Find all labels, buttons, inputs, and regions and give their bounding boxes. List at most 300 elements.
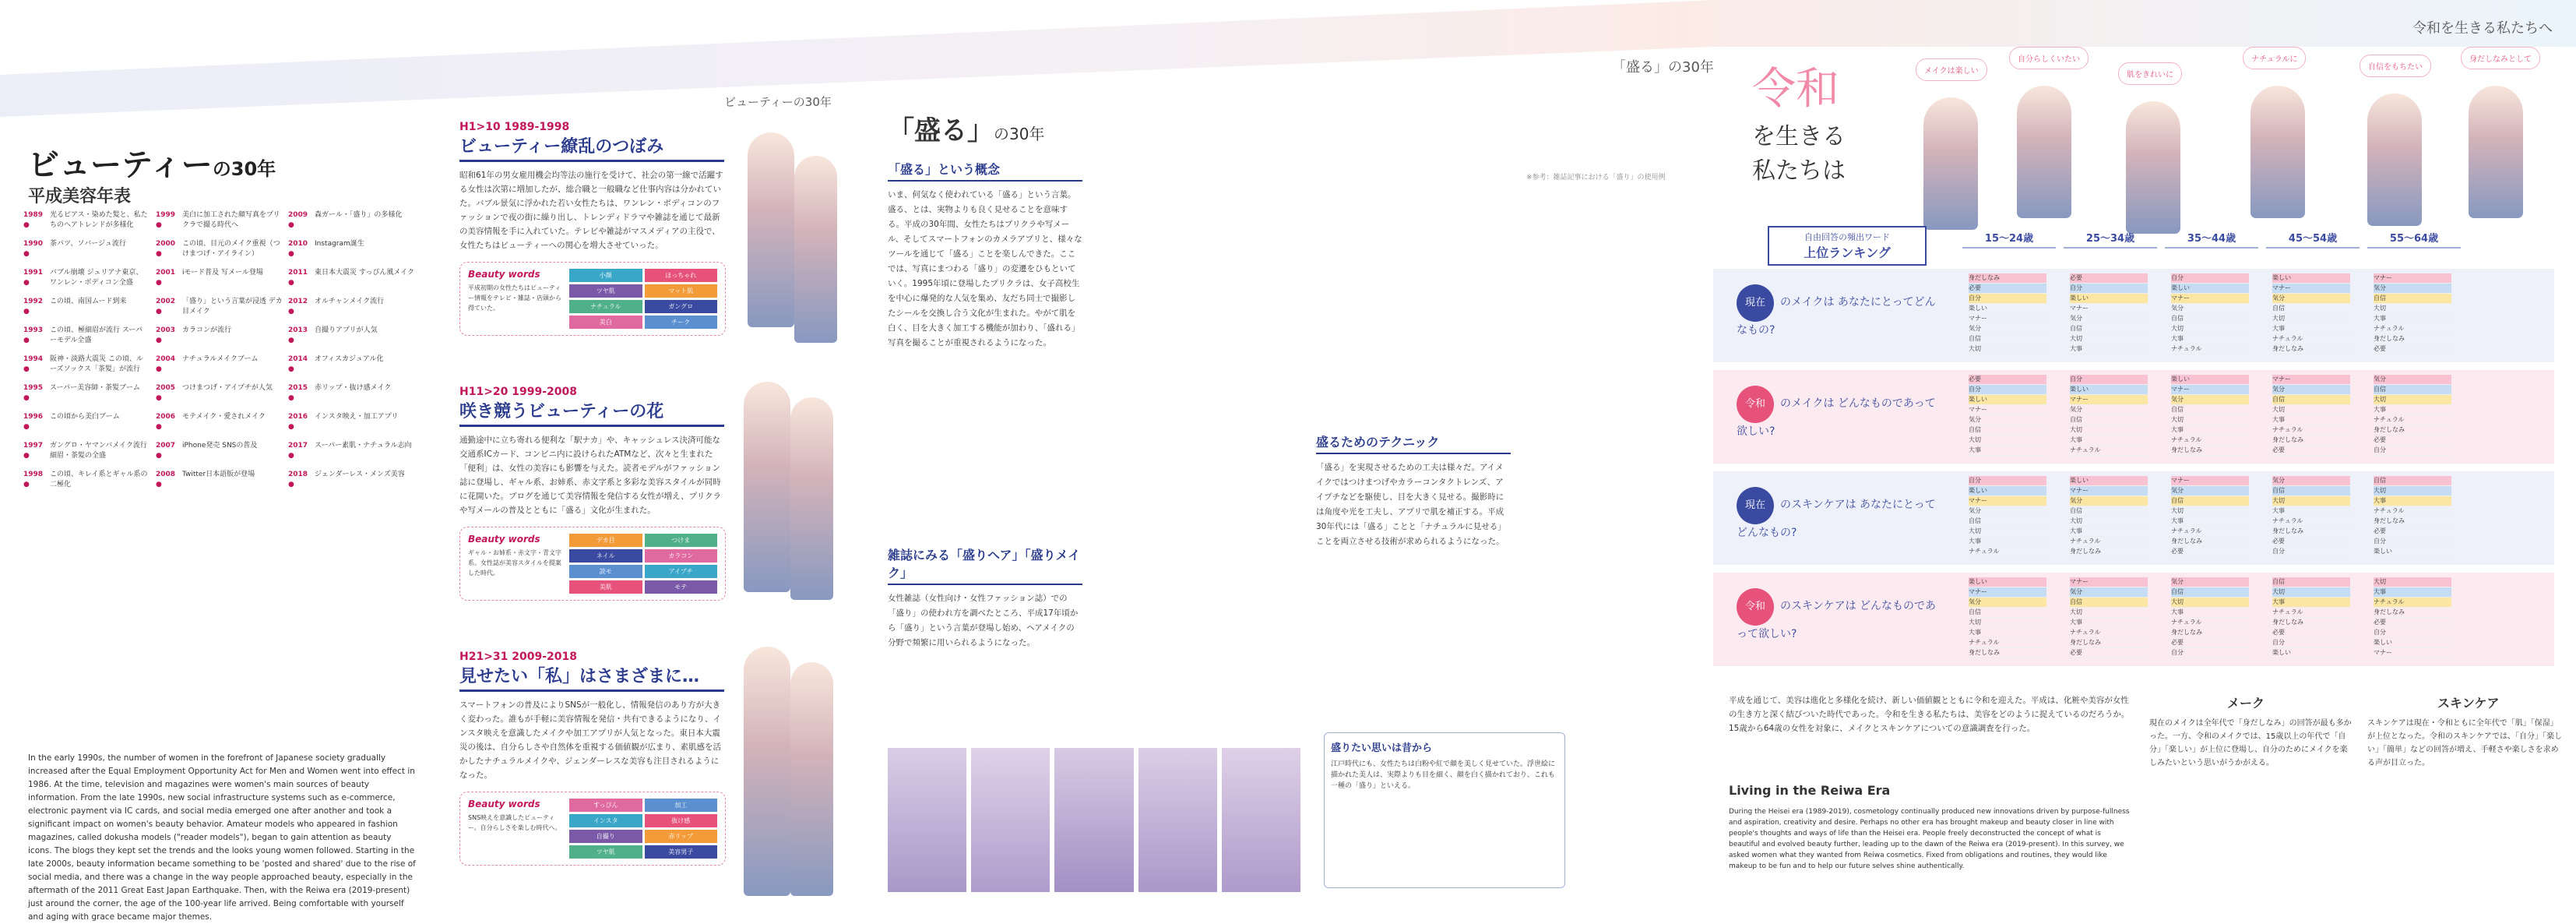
timeline-text: スーパー素肌・ナチュラル志向 xyxy=(315,442,412,450)
ranking-word: 自分 xyxy=(1969,476,2046,486)
era-body: 通勤途中に立ち寄れる便利な「駅ナカ」や、キャッシュレス決済可能な交通系ICカード、コンビニ内に設けられたATMなど、次々と生まれた「便利」は、女性の美容にも影響を与えた。読者モデルがファッション誌に登場し、ギャル系、お姉系、赤文字系と多彩な美容スタイルが同時に花開いた。ブログを通じて美容情報を発信する女性が増え、プリクラや写メールの普及とともに「盛る」文化が生まれた。 xyxy=(459,436,721,515)
beauty-word: デカ目 xyxy=(569,534,642,547)
ranking-word: 大切 xyxy=(2272,314,2350,324)
beauty-word: 美容男子 xyxy=(645,845,718,859)
era-number: H1>10 1989-1998 xyxy=(459,121,570,133)
ranking-word: 大事 xyxy=(2272,415,2350,425)
timeline-text: ナチュラルメイクブーム xyxy=(182,355,259,363)
timeline-row xyxy=(288,383,421,404)
beauty-words-left xyxy=(468,534,561,594)
ranking-word: 大切 xyxy=(2374,395,2451,405)
timeline-year: 2010 ● xyxy=(288,240,308,258)
ranking-word: 必要 xyxy=(2272,446,2350,456)
beauty-word: カラコン xyxy=(645,549,718,563)
timeline-year: 1993 ● xyxy=(23,326,44,344)
ranking-word: 楽しい xyxy=(1969,304,2046,314)
question-prefix: 現在 xyxy=(1737,487,1774,524)
photo-5 xyxy=(1222,748,1300,892)
beauty-words-title: Beauty words xyxy=(468,534,540,545)
ranking-word: 大切 xyxy=(2171,598,2249,608)
timeline-text: 茶パツ、ソバージュ流行 xyxy=(50,240,126,248)
timeline-year: 2008 ● xyxy=(156,471,176,488)
ranking-word: 気分 xyxy=(2070,496,2148,506)
ranking-cell xyxy=(2272,273,2350,354)
timeline-row xyxy=(23,239,148,259)
era-section xyxy=(459,121,724,378)
ranking-word: ナチュラル xyxy=(1969,638,2046,648)
ranking-word: 身だしなみ xyxy=(2272,436,2350,446)
timeline-row xyxy=(288,354,421,375)
ranking-word: 大事 xyxy=(2374,587,2451,598)
beauty-word: すっぴん xyxy=(569,799,642,812)
ranking-word: 自信 xyxy=(2070,598,2148,608)
timeline-column xyxy=(0,0,436,922)
question-label xyxy=(1737,588,1939,641)
ranking-word: マナー xyxy=(2272,284,2350,294)
ranking-word: マナー xyxy=(2171,294,2249,304)
timeline-text: バブル崩壊 ジュリアナ東京、ワンレン・ボディコン全盛 xyxy=(50,269,143,287)
timeline-year: 2005 ● xyxy=(156,384,176,402)
timeline-row xyxy=(288,239,421,259)
ranking-cell xyxy=(2070,476,2148,557)
ranking-word: 必要 xyxy=(2272,537,2350,547)
beauty-word: ほっちゃれ xyxy=(645,269,718,282)
ranking-word: 身だしなみ xyxy=(2272,527,2350,537)
timeline-year: 2016 ● xyxy=(288,413,308,431)
timeline-row xyxy=(288,412,421,432)
ranking-word: 大事 xyxy=(2070,618,2148,628)
ranking-word: 自分 xyxy=(2374,446,2451,456)
ranking-word: 大切 xyxy=(2171,506,2249,517)
timeline-text: ジェンダーレス・メンズ美容 xyxy=(315,471,405,478)
ranking-cell xyxy=(2070,577,2148,658)
beauty-word: ツヤ肌 xyxy=(569,845,642,859)
era-body: 昭和61年の男女雇用機会均等法の施行を受けて、社会の第一線で活躍する女性は次第に増加したが、総合職と一般職など仕事内容は分かれていた。バブル景気に浮かれた若い女性たちは、ワンレン・ボディコンのファッションで夜の街に繰り出し、トレンディドラマや雑誌を通じて最新の美容情報を手に入れていた。テレビや雑誌がマスメディアの主役で、女性たちはビューティーへの関心を増大させていった。 xyxy=(459,171,723,250)
ranking-word: 大切 xyxy=(2374,304,2451,314)
ranking-word: マナー xyxy=(1969,405,2046,415)
illustration-girl-6 xyxy=(790,662,833,896)
ranking-word: 大切 xyxy=(2272,496,2350,506)
ranking-word: 自分 xyxy=(2070,284,2148,294)
timeline-year: 2013 ● xyxy=(288,326,308,344)
question-label xyxy=(1737,386,1939,439)
photo-2 xyxy=(971,748,1050,892)
ranking-word: 大切 xyxy=(2272,405,2350,415)
ranking-word: 身だしなみ xyxy=(2272,618,2350,628)
ranking-word: 必要 xyxy=(1969,375,2046,385)
ranking-cell xyxy=(2272,476,2350,557)
timeline-title xyxy=(28,140,276,185)
ranking-cell xyxy=(2374,273,2451,354)
ranking-word: 大事 xyxy=(1969,446,2046,456)
illustration-girl-5 xyxy=(744,647,790,896)
timeline-text: iモード普及 写メール登場 xyxy=(182,269,263,277)
illustration-girl-2 xyxy=(794,156,837,343)
moru-column xyxy=(857,0,1713,911)
beauty-words-text: SNS映えを意識したビューティー。自分らしさを楽しむ時代へ。 xyxy=(468,814,561,831)
ranking-word: 大事 xyxy=(1969,628,2046,638)
timeline-row xyxy=(23,210,148,231)
ranking-word: 自分 xyxy=(2272,547,2350,557)
beauty-word: アイプチ xyxy=(645,565,718,578)
speech-bubble: 身だしなみとして xyxy=(2461,47,2540,69)
beauty-word: 自撮り xyxy=(569,830,642,843)
beauty-words-grid xyxy=(569,534,717,594)
speech-bubble: 自信をもちたい xyxy=(2360,55,2431,77)
timeline-row xyxy=(156,326,284,346)
timeline-row xyxy=(23,297,148,317)
ranking-word: ナチュラル xyxy=(2374,598,2451,608)
beauty-word: インスタ xyxy=(569,814,642,827)
ranking-word: 身だしなみ xyxy=(2070,638,2148,648)
ranking-word: 大切 xyxy=(2070,334,2148,344)
ranking-word: 気分 xyxy=(2171,395,2249,405)
timeline-text: この頃、キレイ系とギャル系の二極化 xyxy=(50,471,148,488)
age-group-header: 25〜34歳 xyxy=(2064,230,2157,249)
timeline-text: インスタ映え・加工アプリ xyxy=(315,413,399,421)
beauty-word: 美白 xyxy=(569,316,642,329)
ranking-word: マナー xyxy=(2171,476,2249,486)
ranking-word: 大事 xyxy=(2272,506,2350,517)
timeline-title-main: ビューティー xyxy=(28,147,213,183)
ranking-word: 身だしなみ xyxy=(2171,537,2249,547)
ranking-word: 自信 xyxy=(1969,608,2046,618)
beauty-word: ツヤ肌 xyxy=(569,284,642,298)
timeline-year: 2000 ● xyxy=(156,240,176,258)
age-group-header: 15〜24歳 xyxy=(1962,230,2056,249)
ranking-word: 大事 xyxy=(2171,608,2249,618)
ranking-word: 大事 xyxy=(2171,517,2249,527)
illustration-reiwa-woman xyxy=(2250,86,2305,218)
era-section xyxy=(459,651,724,908)
timeline-text: 阪神・淡路大震災 この頃、ルーズソックス「茶髪」が流行 xyxy=(50,355,143,373)
timeline-text: 美白に加工された顔写真をプリクラで撮る時代へ xyxy=(182,211,280,229)
ranking-word: 気分 xyxy=(2171,577,2249,587)
ranking-cell xyxy=(2272,375,2350,456)
timeline-text: この頃、南国ムード到来 xyxy=(50,298,127,305)
era-title: 見せたい「私」はさまざまに… xyxy=(459,663,724,692)
ranking-word: ナチュラル xyxy=(2272,334,2350,344)
ranking-word: 大事 xyxy=(2374,314,2451,324)
ranking-word: 必要 xyxy=(2374,618,2451,628)
ranking-word: ナチュラル xyxy=(1969,547,2046,557)
question-prefix: 現在 xyxy=(1737,284,1774,322)
ranking-word: 気分 xyxy=(1969,598,2046,608)
moru-sec1-body: いま、何気なく使われている「盛る」という言葉。盛る、とは、実物よりも良く見せることを意味する。平成の30年間、女性たちはプリクラや写メール、そしてスマートフォンのカメラアプリと、様々なツールを通じて「盛る」ことを楽しんできた。ここでは、写真にまつわる「盛り」の変遷をひもといていく。1995年頃に登場したプリクラは、女子高校生を中心に爆発的な人気を集め、友だち同士で撮影したシールを交換し合う文化が生まれた。やがて肌を白く、目を大きく加工する機能が加わり、「盛れる」写真を撮ることが重視されるようになった。 xyxy=(888,190,1082,347)
beauty-words-box xyxy=(459,792,726,866)
timeline-subtitle: 平成美容年表 xyxy=(28,187,132,206)
era-body: スマートフォンの普及によりSNSが一般化し、情報発信のあり方が大きく変わった。誰もが手軽に美容情報を発信・共有できるようになり、インスタ映えを意識したメイクや加工アプリが人気となった。東日本大震災の後は、自分らしさや自然体を重視する価値観が広まり、素肌感を活かしたナチュラルメイクや、ジェンダーレスな美容も注目されるようになった。 xyxy=(459,700,721,780)
timeline-year: 2011 ● xyxy=(288,269,308,287)
timeline-text: ガングロ・ヤマンバメイク流行 細眉・茶髪の全盛 xyxy=(50,442,147,460)
era-title: ビューティー繚乱のつぼみ xyxy=(459,133,724,162)
ranking-word: マナー xyxy=(1969,496,2046,506)
timeline-text: 光るピアス・染めた髪と、私たちのヘアトレンドが多様化 xyxy=(50,211,148,229)
ranking-word: 気分 xyxy=(2374,375,2451,385)
era-number: H21>31 2009-2018 xyxy=(459,651,578,663)
ranking-word: 必要 xyxy=(2272,628,2350,638)
ranking-word: 楽しい xyxy=(1969,486,2046,496)
ranking-word: 大切 xyxy=(2070,517,2148,527)
beauty-word: 美肌 xyxy=(569,580,642,594)
ranking-word: 自信 xyxy=(2171,314,2249,324)
beauty-words-box xyxy=(459,527,726,601)
ranking-word: 大事 xyxy=(2171,334,2249,344)
beauty-words-grid xyxy=(569,269,717,329)
moru30-label: 「盛る」の30年 xyxy=(1612,59,1714,76)
ranking-cell xyxy=(2171,273,2249,354)
beauty-words-text: 平成初期の女性たちはビューティー情報をテレビ・雑誌・店頭から得ていた。 xyxy=(468,284,561,312)
ranking-cell xyxy=(2171,476,2249,557)
ranking-word: ナチュラル xyxy=(2070,537,2148,547)
ranking-word: 必要 xyxy=(1969,284,2046,294)
reiwa-title xyxy=(1752,55,1846,185)
illustration-reiwa-woman xyxy=(2126,101,2180,234)
timeline-title-suffix: の30年 xyxy=(212,158,276,180)
ranking-word: 自信 xyxy=(2070,415,2148,425)
timeline-text: カラコンが流行 xyxy=(182,326,232,334)
age-group-header: 35〜44歳 xyxy=(2165,230,2258,249)
timeline-row xyxy=(23,412,148,432)
timeline-row xyxy=(156,297,284,317)
ranking-word: ナチュラル xyxy=(2070,446,2148,456)
timeline-year: 1997 ● xyxy=(23,442,44,460)
timeline-row xyxy=(23,441,148,461)
illustration-girl-3 xyxy=(744,382,790,592)
timeline-row xyxy=(288,441,421,461)
ranking-word: 自信 xyxy=(2171,405,2249,415)
ranking-word: 自信 xyxy=(1969,334,2046,344)
timeline-text: Twitter日本語版が登場 xyxy=(182,471,255,478)
ranking-word: 気分 xyxy=(1969,415,2046,425)
moru-box-title: 盛りたい思いは昔から xyxy=(1331,742,1433,754)
speech-bubble: 自分らしくいたい xyxy=(2009,47,2089,69)
ranking-word: ナチュラル xyxy=(2171,344,2249,354)
ranking-word: 自信 xyxy=(2272,395,2350,405)
ranking-word: 自信 xyxy=(2272,486,2350,496)
ranking-word: 身だしなみ xyxy=(2374,425,2451,436)
question-prefix: 令和 xyxy=(1737,386,1774,423)
ranking-word: 大事 xyxy=(1969,537,2046,547)
ranking-word: 自信 xyxy=(2272,577,2350,587)
ranking-word: 楽しい xyxy=(2171,375,2249,385)
beauty-word: モテ xyxy=(645,580,718,594)
timeline-year: 2014 ● xyxy=(288,355,308,373)
timeline-row xyxy=(288,470,421,490)
ranking-word: 大事 xyxy=(2070,436,2148,446)
timeline-row xyxy=(288,210,421,231)
ranking-word: 自信 xyxy=(2272,304,2350,314)
beauty-word: 加工 xyxy=(645,799,718,812)
ranking-word: ナチュラル xyxy=(2171,527,2249,537)
ranking-badge xyxy=(1768,226,1927,266)
ranking-word: 身だしなみ xyxy=(2171,628,2249,638)
moru-sec3-title: 盛るためのテクニック xyxy=(1316,432,1511,454)
beauty-words-left xyxy=(468,799,561,859)
ranking-word: 身だしなみ xyxy=(2374,608,2451,618)
reiwa-title-big: 令和 xyxy=(1752,64,1839,115)
ranking-word: 大切 xyxy=(1969,618,2046,628)
timeline-row xyxy=(156,383,284,404)
reiwa-title-line2: を生きる xyxy=(1752,123,1846,150)
ranking-label: 自由回答の頻出ワード xyxy=(1804,232,1890,242)
ranking-word: マナー xyxy=(2070,395,2148,405)
age-group-header: 55〜64歳 xyxy=(2367,230,2461,249)
speech-bubble: メイクは楽しい xyxy=(1916,58,1987,81)
ranking-word: 自分 xyxy=(1969,294,2046,304)
ranking-word: 楽しい xyxy=(2374,547,2451,557)
ranking-word: 大切 xyxy=(2171,415,2249,425)
ranking-word: 大切 xyxy=(2070,425,2148,436)
ranking-word: ナチュラル xyxy=(2171,436,2249,446)
moru-sec1-title: 「盛る」という概念 xyxy=(888,160,1082,182)
ranking-word: 大事 xyxy=(2272,324,2350,334)
illustration-reiwa-woman xyxy=(1923,97,1978,230)
question-text: のスキンケアは どんなものであって欲しい? xyxy=(1737,600,1937,640)
beauty-word: 小顔 xyxy=(569,269,642,282)
reiwa-body-jp: 平成を通じて、美容は進化と多様化を続け、新しい価値観とともに令和を迎えた。平成は、化粧や美容が女性の生き方と深く結びついた時代であった。令和を生きる私たちは、美容をどのように捉えているのだろうか。15歳から64歳の女性を対象に、メイクとスキンケアについての意識調査を行った。 xyxy=(1729,696,2130,733)
ranking-word: 楽しい xyxy=(2070,476,2148,486)
ranking-word: 自分 xyxy=(2272,638,2350,648)
timeline-row xyxy=(156,470,284,490)
ranking-cell xyxy=(2374,577,2451,658)
ranking-cell xyxy=(2171,375,2249,456)
ranking-cell xyxy=(2070,273,2148,354)
illustration-girl-1 xyxy=(748,132,794,327)
ranking-cell xyxy=(1969,273,2046,354)
ranking-word: 自信 xyxy=(2374,385,2451,395)
question-text: のメイクは あなたにとってどんなもの? xyxy=(1737,296,1936,337)
ranking-word: ナチュラル xyxy=(2272,608,2350,618)
beauty-word: 赤リップ xyxy=(645,830,718,843)
timeline-text: つけまつげ・アイプチが人気 xyxy=(182,384,273,392)
ranking-word: 気分 xyxy=(1969,324,2046,334)
ranking-word: 必要 xyxy=(2374,436,2451,446)
era-section xyxy=(459,386,724,643)
beauty-words-title: Beauty words xyxy=(468,799,540,809)
timeline-english: In the early 1990s, the number of women in the forefront of Japanese society gradually increased after the Equal Employment Opportunity Act for Men and Women went into effect in 1986. At the time, television and magazines were women's main sources of beauty information. From the late 1990s, new social infrastructure systems such as e-commerce, electronic payment via IC cards, and social media emerged one after another and took a significant impact on women's beauty behavior. Amateur models who appeared in fashion magazines, called dokusha models ("reader models"), began to gain attention as beauty icons. The blogs they kept set the trends and the looks young women followed. Starting in the late 2000s, beauty information became something to be 'posted and shared' due to the rise of social media, and there was a change in the way people approached beauty, especially in the aftermath of the 2011 Great East Japan Earthquake. Then, with the Reiwa era (2019-present) just around the corner, the age of the 100-year life arrived. Being comfortable with yourself and aging with grace became major themes. xyxy=(28,753,416,922)
beauty-word: マット肌 xyxy=(645,284,718,298)
ranking-word: ナチュラル xyxy=(2171,618,2249,628)
timeline-year: 2002 ● xyxy=(156,298,176,316)
beauty-word: ネイル xyxy=(569,549,642,563)
timeline-year: 2012 ● xyxy=(288,298,308,316)
ranking-word: 自信 xyxy=(1969,517,2046,527)
timeline-text: この頃、極細眉が流行 スーパーモデル全盛 xyxy=(50,326,143,344)
ranking-word: 身だしなみ xyxy=(1969,273,2046,284)
living-body: During the Heisei era (1989-2019), cosmetology continually produced new innovations driven by purpose-fullness and aspiration, creativity and desire. Perhaps no other era has brought makeup and beauty closer in line with people's thoughts and ways of life than the Heisei era. People freely deconstructed the concept of what is beautiful and evolved beauty further, leading up to the dawn of the Reiwa era (2019-present). In this survey, we asked women what they wanted from Reiwa cosmetics. Fixed from obligations and routines, they would like makeup to be fun and to help our future selves shine authentically. xyxy=(1729,808,2130,870)
ranking-word: 楽しい xyxy=(2272,648,2350,658)
ranking-word: 身だしなみ xyxy=(2171,446,2249,456)
ranking-word: 楽しい xyxy=(2070,294,2148,304)
timeline-row xyxy=(156,441,284,461)
photo-3 xyxy=(1054,748,1133,892)
ranking-word: 気分 xyxy=(2070,314,2148,324)
moru-title-main: 「盛る」 xyxy=(888,115,994,146)
photo-4 xyxy=(1138,748,1217,892)
illustration-reiwa-woman xyxy=(2469,86,2523,218)
timeline-year: 2004 ● xyxy=(156,355,176,373)
photo-strip xyxy=(888,748,1300,892)
ranking-word: 大切 xyxy=(2374,486,2451,496)
beauty-word: チーク xyxy=(645,316,718,329)
ranking-title: 上位ランキング xyxy=(1804,245,1891,260)
beauty-word: 読モ xyxy=(569,565,642,578)
ranking-cell xyxy=(2171,577,2249,658)
ranking-word: 楽しい xyxy=(1969,395,2046,405)
ranking-word: 必要 xyxy=(2070,648,2148,658)
beauty-word: ナチュラル xyxy=(569,300,642,313)
ranking-word: マナー xyxy=(2070,486,2148,496)
beauty30-label: ビューティーの30年 xyxy=(724,95,832,109)
timeline-year: 1992 ● xyxy=(23,298,44,316)
ranking-word: 楽しい xyxy=(2070,385,2148,395)
age-group-header: 45〜54歳 xyxy=(2266,230,2360,249)
illustration-reiwa-woman xyxy=(2367,93,2422,226)
timeline-row xyxy=(156,268,284,288)
ranking-cell xyxy=(1969,375,2046,456)
ranking-word: 自分 xyxy=(2374,537,2451,547)
make-body: 現在のメイクは全年代で「身だしなみ」の回答が最も多かった。一方、令和のメイクでは、15歳以上の年代で「自分」「楽しい」が上位に登場し、自分のためにメイクを楽しみたいという思いがうかがえる。 xyxy=(2149,719,2352,767)
timeline-year: 2015 ● xyxy=(288,384,308,402)
ranking-word: 楽しい xyxy=(1969,577,2046,587)
top-right-label: 令和を生きる私たちへ xyxy=(2412,20,2553,37)
ranking-word: 必要 xyxy=(2171,547,2249,557)
timeline-text: Instagram誕生 xyxy=(315,240,364,248)
ranking-word: 気分 xyxy=(2171,486,2249,496)
question-prefix: 令和 xyxy=(1737,588,1774,626)
ranking-word: 自信 xyxy=(2070,324,2148,334)
timeline-year: 2007 ● xyxy=(156,442,176,460)
ranking-word: ナチュラル xyxy=(2374,415,2451,425)
beauty-word: 抜け感 xyxy=(645,814,718,827)
question-label xyxy=(1737,284,1939,337)
ranking-word: 気分 xyxy=(2070,405,2148,415)
ranking-word: 自分 xyxy=(2171,273,2249,284)
ranking-word: ナチュラル xyxy=(2272,425,2350,436)
ranking-word: 身だしなみ xyxy=(2070,547,2148,557)
ranking-word: 身だしなみ xyxy=(1969,648,2046,658)
timeline-text: オルチャンメイク流行 xyxy=(315,298,385,305)
timeline-year: 1996 ● xyxy=(23,413,44,431)
photo-1 xyxy=(888,748,966,892)
timeline-row xyxy=(156,239,284,259)
timeline-year: 2017 ● xyxy=(288,442,308,460)
timeline-year: 2003 ● xyxy=(156,326,176,344)
timeline-year: 1999 ● xyxy=(156,211,176,229)
timeline-row xyxy=(23,326,148,346)
timeline-col2 xyxy=(156,210,284,499)
ranking-word: ナチュラル xyxy=(2070,628,2148,638)
question-text: のメイクは どんなものであって欲しい? xyxy=(1737,397,1936,438)
ranking-word: 自分 xyxy=(2171,648,2249,658)
ranking-word: 大切 xyxy=(1969,527,2046,537)
timeline-text: 自撮りアプリが人気 xyxy=(315,326,378,334)
ranking-word: 大事 xyxy=(2374,405,2451,415)
timeline-year: 1991 ● xyxy=(23,269,44,287)
timeline-year: 1995 ● xyxy=(23,384,44,402)
beauty-words-grid xyxy=(569,799,717,859)
timeline-year: 1998 ● xyxy=(23,471,44,488)
moru-sec2-title: 雑誌にみる「盛りヘア」「盛りメイク」 xyxy=(888,545,1082,585)
moru-box-body: 江戸時代にも、女性たちは白粉や紅で顔を美しく見せていた。浮世絵に描かれた美人は、実際よりも目を細く、顔を白く描かれており、これも一種の「盛り」といえる。 xyxy=(1331,760,1556,790)
timeline-text: 森ガール・「盛り」の多様化 xyxy=(315,211,403,219)
make-title: メーク xyxy=(2227,696,2265,711)
ranking-word: 自信 xyxy=(2070,506,2148,517)
ranking-word: マナー xyxy=(1969,314,2046,324)
ranking-word: ナチュラル xyxy=(2374,324,2451,334)
timeline-row xyxy=(288,268,421,288)
